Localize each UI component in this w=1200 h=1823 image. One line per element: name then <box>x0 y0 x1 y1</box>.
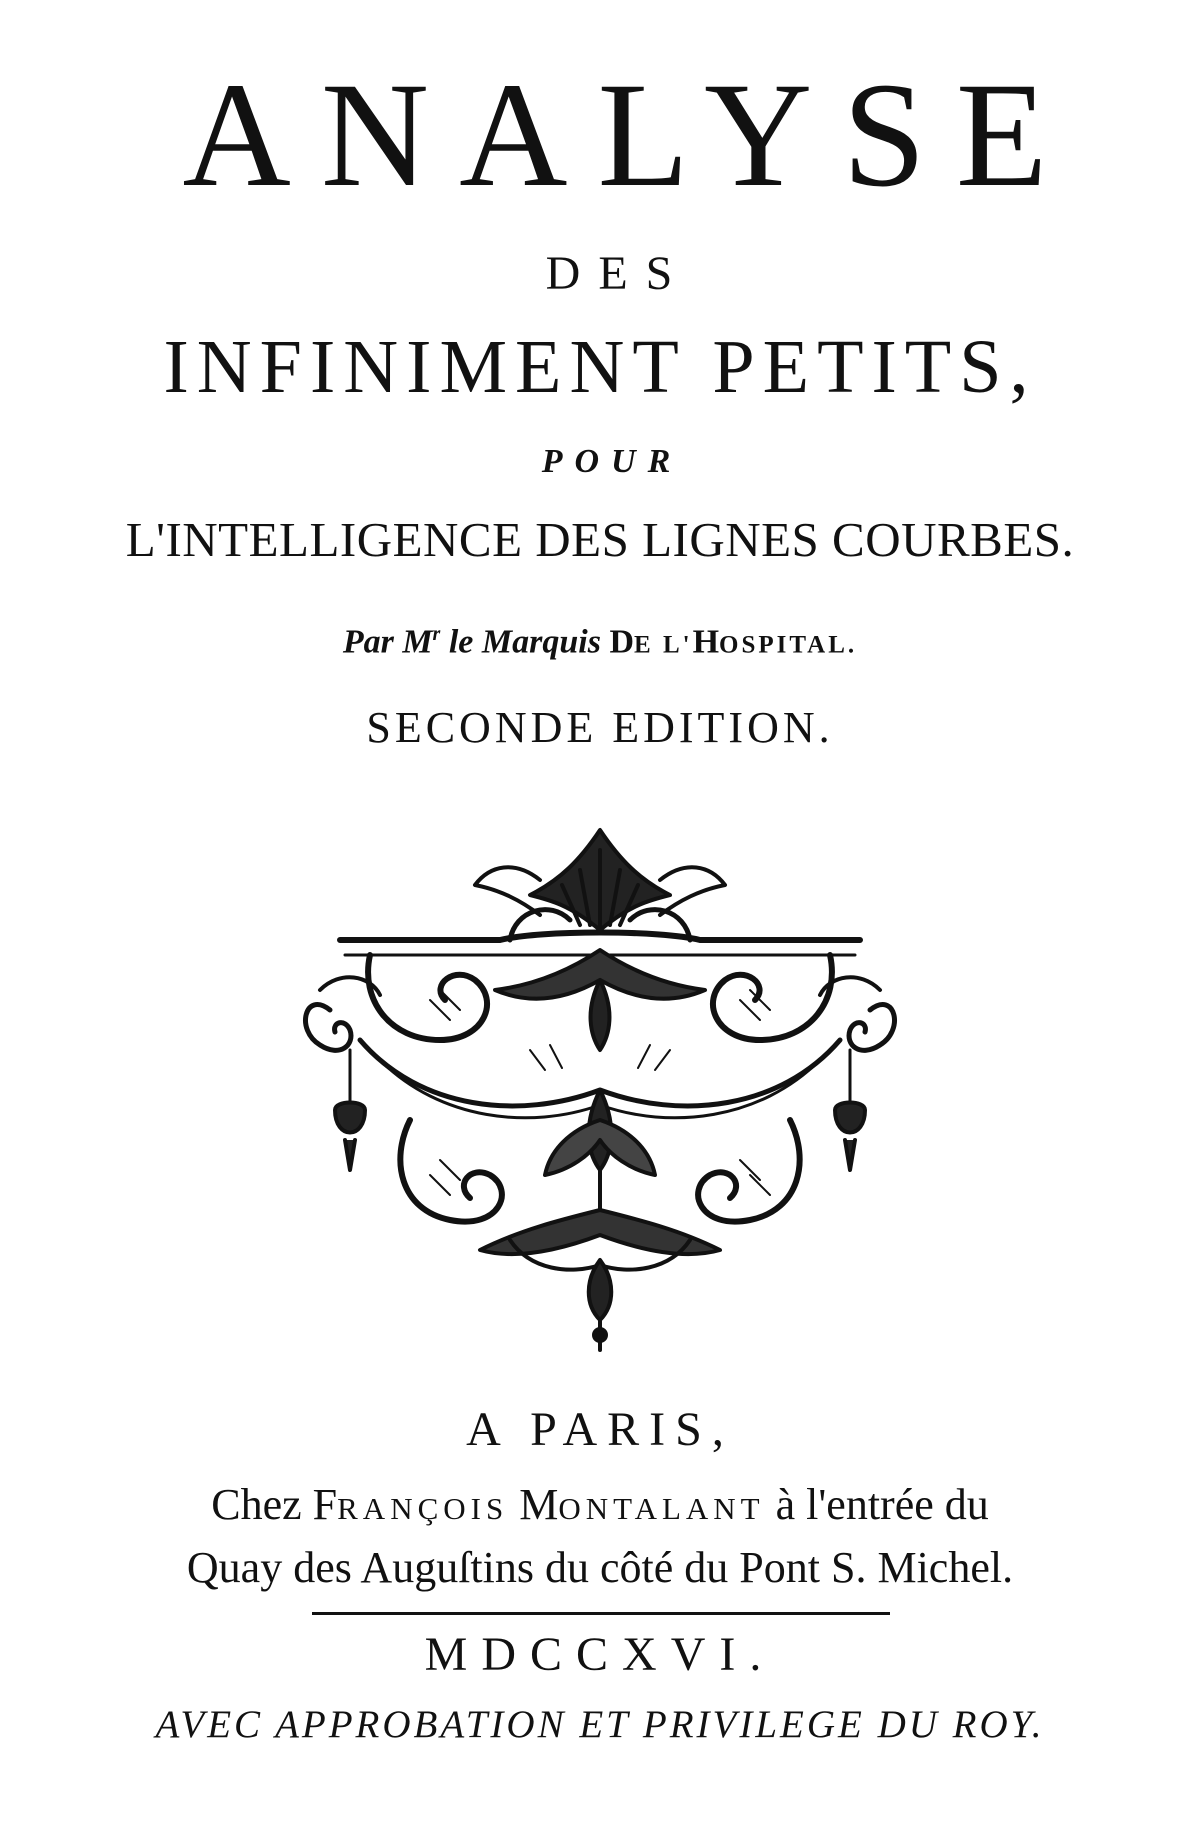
imprint-address: Quay des Auguſtins du côté du Pont S. Michel. <box>186 1543 1014 1592</box>
author-name-l: L' <box>653 631 693 659</box>
author-prefix: Par M <box>342 623 433 661</box>
publisher-rest1: RANÇOIS <box>337 1491 509 1526</box>
imprint-publisher <box>0 1477 1200 1537</box>
author-name-first-rest: E <box>634 631 654 659</box>
publisher-suffix: à l'entrée du <box>764 1480 989 1529</box>
floral-printers-ornament-icon <box>300 820 900 1360</box>
author-name-second-rest: OSPITAL. <box>719 631 858 659</box>
author-superscript: r <box>432 623 441 645</box>
author-name-second-cap: H <box>692 623 720 661</box>
book-title-des: DES <box>545 247 691 300</box>
publisher-prefix: Chez <box>211 1480 313 1529</box>
imprint-privilege: AVEC APPROBATION ET PRIVILEGE DU ROY. <box>155 1703 1045 1746</box>
edition-line: SECONDE EDITION. <box>366 703 834 752</box>
publisher-cap1: F <box>312 1480 338 1529</box>
book-title-pour: POUR <box>541 443 683 480</box>
imprint-year: MDCCXVI. <box>424 1628 776 1681</box>
horizontal-rule <box>312 1612 890 1615</box>
author-name-first-cap: D <box>609 623 634 661</box>
imprint-city: A PARIS, <box>466 1403 734 1456</box>
book-title-main: ANALYSE <box>182 52 1078 218</box>
publisher-rest2: ONTALANT <box>558 1491 765 1526</box>
book-title-infinite: INFINIMENT PETITS, <box>163 325 1037 409</box>
publisher-cap2: M <box>519 1480 559 1529</box>
author-line <box>0 612 1200 667</box>
book-subtitle: L'INTELLIGENCE DES LIGNES COURBES. <box>125 512 1075 567</box>
author-middle: le Marquis <box>440 623 610 661</box>
